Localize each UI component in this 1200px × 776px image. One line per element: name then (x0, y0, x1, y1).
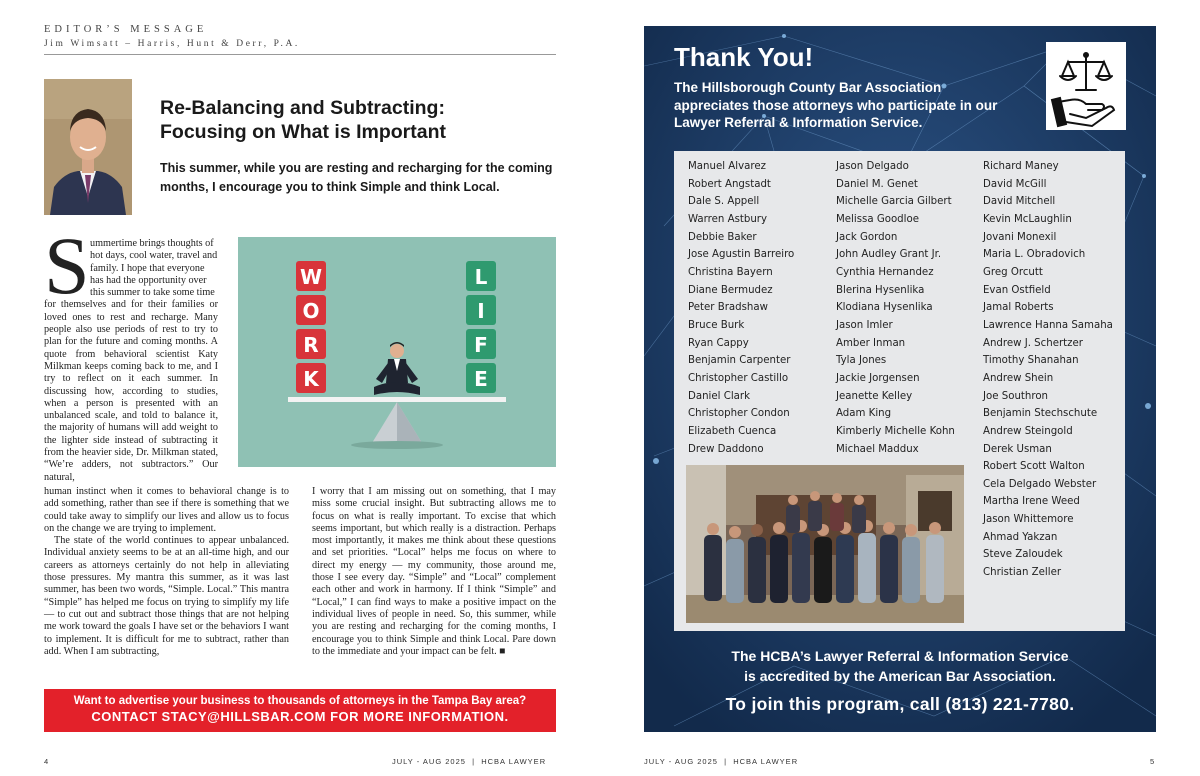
footer-issue-right: JULY - AUG 2025 | HCBA LAWYER (644, 757, 799, 766)
attorney-name: Benjamin Stechschute (983, 408, 1098, 420)
accreditation-line-1: The HCBA’s Lawyer Referral & Information Service (731, 648, 1069, 664)
body-paragraph: for themselves and for their families or loved ones to rest and recharge. Many people also use periods of rest to try to plan for the future and coming months. A quote from behavioral scientist Katy Milkman keeps coming back to me, and I try to reflect on it each summer. In discussing how, according to studies, when a person is presented with an unbalanced scale, and told to balance it, the majority of humans will add weight to the lighter side instead of subtracting it from the heavier side, Dr. Milkman stated, “We’re adders, not subtractors.” Our natural, (44, 299, 218, 483)
attorney-name: Christopher Condon (688, 408, 790, 420)
body-column-1-bottom (44, 486, 289, 658)
attorney-name: Maria L. Obradovich (983, 249, 1086, 261)
body-column-1-top (44, 238, 218, 484)
attorney-name: Kimberly Michelle Kohn (836, 425, 955, 437)
attorney-name: Ahmad Yakzan (983, 531, 1058, 543)
attorney-name: Jack Gordon (836, 231, 898, 243)
body-line: has had the opportunity over (90, 274, 207, 286)
attorney-name: Ryan Cappy (688, 337, 749, 349)
names-column-3 (983, 158, 1113, 582)
life-letter: F (474, 333, 488, 357)
attorney-name: David Mitchell (983, 196, 1056, 208)
attorney-name: Klodiana Hysenlika (836, 302, 933, 314)
body-column-2 (312, 486, 556, 658)
attorney-name: Timothy Shanahan (983, 355, 1079, 367)
attorney-name: Michelle Garcia Gilbert (836, 196, 952, 208)
names-column-2 (836, 158, 955, 458)
attorney-name: Drew Daddono (688, 443, 764, 455)
attorney-name: Benjamin Carpenter (688, 355, 791, 367)
thank-you-subtitle: The Hillsborough County Bar Association appreciates those attorneys who participate in our Lawyer Referral & Information Service. (674, 80, 998, 130)
work-letter: K (303, 367, 319, 391)
attorney-name: Steve Zaloudek (983, 549, 1063, 561)
attorney-name: Greg Orcutt (983, 266, 1043, 278)
attorney-name: Christian Zeller (983, 567, 1062, 579)
attorney-name: Jose Agustin Barreiro (688, 249, 795, 261)
attorney-name: David McGill (983, 178, 1047, 190)
author-portrait (44, 79, 132, 215)
attorney-name: Michael Maddux (836, 443, 919, 455)
footer-issue-left: JULY - AUG 2025 | HCBA LAWYER (392, 757, 547, 766)
accreditation-note (644, 646, 1156, 686)
attorney-name: Christina Bayern (688, 266, 773, 278)
attorney-name: Debbie Baker (688, 231, 757, 243)
work-letter: R (303, 333, 319, 357)
attorney-name: Richard Maney (983, 161, 1059, 172)
attorney-name: Cela Delgado Webster (983, 478, 1097, 490)
attorney-name: Bruce Burk (688, 319, 745, 331)
attorney-name: Adam King (836, 408, 892, 420)
work-life-balance-illustration (238, 237, 556, 467)
attorney-name: Tyla Jones (836, 355, 887, 367)
attorney-name: Cynthia Hernandez (836, 266, 934, 278)
attorney-name: Kevin McLaughlin (983, 213, 1072, 225)
attorney-name: Christopher Castillo (688, 372, 789, 384)
attorney-name: Andrew Shein (983, 372, 1054, 384)
work-letter: W (299, 265, 323, 289)
attorney-name: Dale S. Appell (688, 196, 760, 208)
attorney-name: Derek Usman (983, 443, 1052, 455)
attorney-name: Joe Southron (983, 390, 1049, 402)
headline-line-1: Re-Balancing and Subtracting: (160, 97, 445, 119)
attorney-name: John Audley Grant Jr. (836, 249, 942, 261)
attorney-name: Daniel Clark (688, 390, 750, 402)
lawyer-referral-ad (644, 26, 1156, 732)
join-program-phone[interactable]: To join this program, call (813) 221-7780. (725, 694, 1075, 714)
attorney-name: Warren Astbury (688, 213, 768, 225)
body-line: family. I hope that everyone (90, 262, 205, 274)
accreditation-line-2: is accredited by the American Bar Association. (744, 668, 1056, 684)
attorney-name: Robert Scott Walton (983, 461, 1085, 473)
advertise-contact-link[interactable]: CONTACT STACY@HILLSBAR.COM FOR MORE INFORMATION. (91, 709, 509, 724)
attorney-name: Manuel Alvarez (688, 161, 766, 172)
article-headline (160, 96, 550, 144)
attorney-name: Lawrence Hanna Samaha (983, 319, 1113, 331)
work-letter: O (302, 299, 320, 323)
attorney-name: Jackie Jorgensen (836, 372, 920, 384)
page-number-left: 4 (44, 757, 50, 766)
attorney-name: Elizabeth Cuenca (688, 425, 777, 437)
advertise-banner-line-1: Want to advertise your business to thousands of attorneys in the Tampa Bay area? (73, 695, 527, 707)
attorney-name: Andrew J. Schertzer (983, 337, 1083, 349)
attorney-name: Peter Bradshaw (688, 302, 768, 314)
life-letter: I (477, 299, 485, 323)
attorney-name: Andrew Steingold (983, 425, 1073, 437)
attorney-name: Daniel M. Genet (836, 178, 918, 190)
body-paragraph: I worry that I am missing out on something, that I may miss some crucial insight. But subtracting allows me to focus on what is really important. To excise that which seems important, but which really is a distraction. Perhaps most importantly, it makes me think about these questions and set priorities. “Local” helps me focus on where to direct my energy — my community, those around me, those I see every day. “Simple” and “Local” complement each other and work in harmony. If I think “Simple” and “Local,” I can find ways to make a positive impact on the individual lives of people in need. So, this summer, while you are resting and recharging for the coming months, I encourage you to think Simple and think Local. Pare down to the immediate and your impact can be felt. ■ (312, 486, 556, 657)
attorney-name: Jeanette Kelley (836, 390, 913, 402)
article-deck: This summer, while you are resting and recharging for the coming months, I encourage you to think Simple and think Local. (160, 161, 553, 194)
life-letter: L (474, 265, 488, 289)
attorney-name: Jamal Roberts (983, 302, 1054, 314)
scales-hand-logo (1046, 42, 1126, 130)
body-line: ummertime brings thoughts of (90, 238, 214, 249)
header-rule (44, 54, 556, 55)
life-letter: E (474, 367, 488, 391)
attorney-name: Martha Irene Weed (983, 496, 1080, 508)
attorney-name: Robert Angstadt (688, 178, 771, 190)
advertise-banner[interactable] (44, 689, 556, 732)
body-line: hot days, cool water, travel and (90, 250, 218, 262)
attorney-name: Jason Delgado (836, 161, 909, 172)
author-byline: Jim Wimsatt – Harris, Hunt & Derr, P.A. (44, 39, 300, 49)
attorney-name: Evan Ostfield (983, 284, 1051, 296)
attorney-name: Diane Bermudez (688, 284, 773, 296)
names-column-1 (688, 158, 794, 458)
attorney-name: Blerina Hysenlika (836, 284, 925, 296)
group-photo (686, 465, 964, 623)
body-paragraph: human instinct when it comes to behavioral change is to add something, rather than see if there is something that we could take away to simplify our lives and allow us to focus on the change we are trying to implement. (44, 486, 289, 534)
page-number-right: 5 (1150, 757, 1156, 766)
participating-attorneys-list (674, 151, 1125, 631)
thank-you-title: Thank You! (674, 42, 814, 72)
scales-of-justice-icon (1046, 42, 1126, 130)
headline-line-2: Focusing on What is Important (160, 121, 446, 143)
attorney-name: Jason Imler (836, 319, 893, 331)
attorney-name: Jovani Monexil (983, 231, 1057, 243)
attorney-name: Melissa Goodloe (836, 213, 919, 225)
section-kicker: EDITOR’S MESSAGE (44, 24, 208, 35)
body-paragraph: The state of the world continues to appear unbalanced. Individual anxiety seems to be at an all-time high, and our careers as attorneys certainly do not help in alleviating those pressures. My mantra this summer, as it was last summer, has been two words, “Simple. Local.” This mantra “Simple” has helped me focus on trying to simplify my life — to cut out and subtract those things that are not helping me work toward the goals I have set or the behaviors I want to implement. It is difficult for me to subtract, rather than add. When I am subtracting, (44, 535, 289, 657)
attorney-name: Jason Whittemore (983, 514, 1074, 526)
drop-cap: S (44, 220, 90, 311)
body-line: this summer to take some time (90, 287, 215, 299)
attorney-name: Amber Inman (836, 337, 906, 349)
